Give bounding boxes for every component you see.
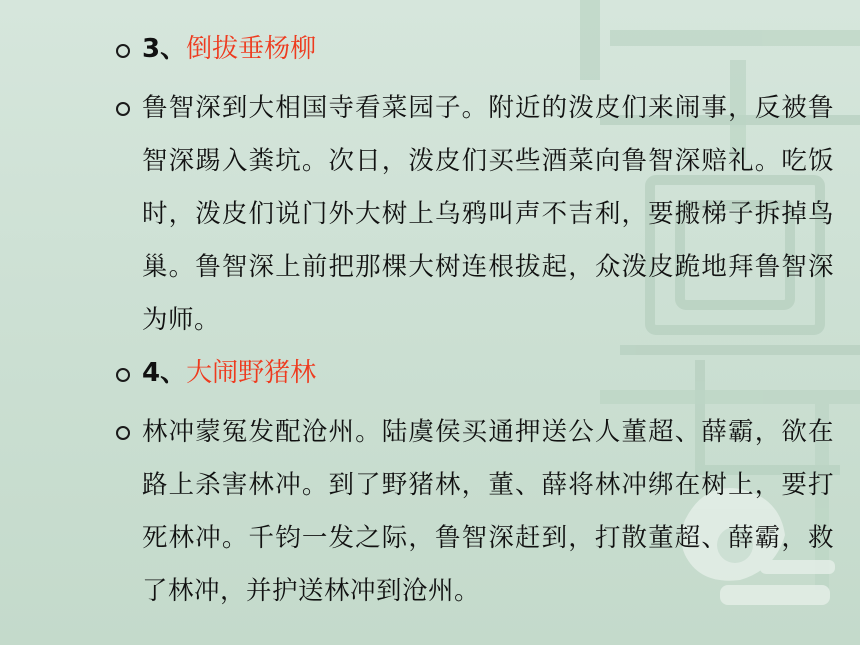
section-heading-3 bbox=[116, 32, 846, 66]
heading-number: 4、 bbox=[142, 358, 187, 388]
heading-number: 3、 bbox=[142, 34, 187, 64]
circle-bullet-icon bbox=[116, 44, 130, 58]
section-heading-4 bbox=[116, 356, 846, 390]
paragraph-text: 鲁智深到大相国寺看菜园子。附近的泼皮们来闹事，反被鲁智深踢入粪坑。次日，泼皮们买些酒菜向鲁智深赔礼。吃饭时，泼皮们说门外大树上乌鸦叫声不吉利，要搬梯子拆掉鸟巢。鲁智深上前把那棵大树连根拔起，众泼皮跪地拜鲁智深为师。 bbox=[142, 93, 834, 335]
section-paragraph-3 bbox=[116, 82, 846, 347]
heading-title: 倒拔垂杨柳 bbox=[186, 34, 317, 64]
circle-bullet-icon bbox=[116, 368, 130, 382]
heading-title: 大闹野猪林 bbox=[186, 358, 317, 388]
circle-bullet-icon bbox=[116, 102, 130, 116]
section-paragraph-4 bbox=[116, 406, 846, 618]
paragraph-text: 林冲蒙冤发配沧州。陆虞侯买通押送公人董超、薛霸，欲在路上杀害林冲。到了野猪林，董、薛将林冲绑在树上，要打死林冲。千钧一发之际，鲁智深赶到，打散董超、薛霸，救了林冲，并护送林冲到沧州。 bbox=[142, 417, 834, 606]
circle-bullet-icon bbox=[116, 426, 130, 440]
